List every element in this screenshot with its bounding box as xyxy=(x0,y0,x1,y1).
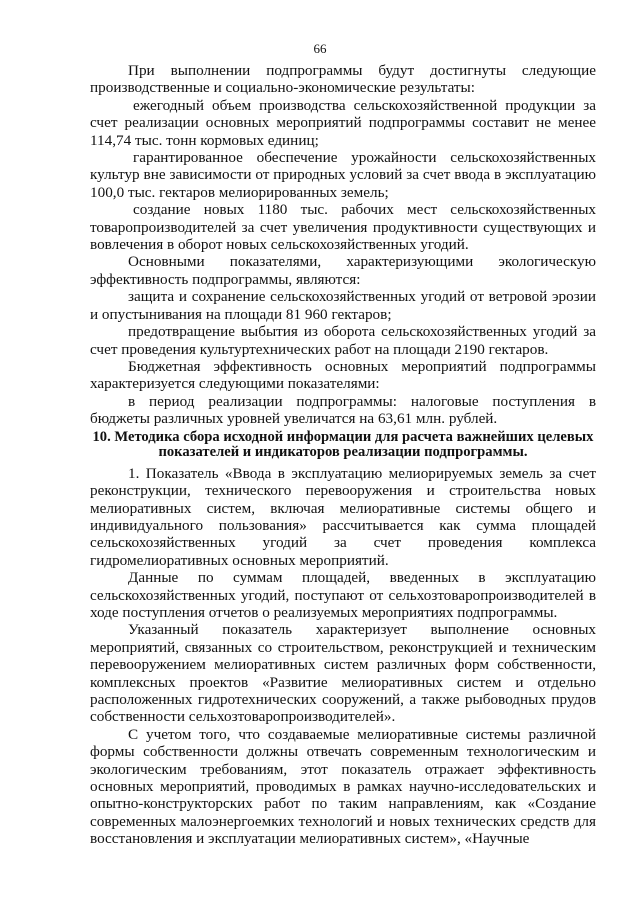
paragraph: Основными показателями, характеризующими экологическую эффективность подпрограммы, являются: xyxy=(90,253,596,288)
paragraph: 1. Показатель «Ввода в эксплуатацию мелиорируемых земель за счет реконструкции, технического перевооружения и строительства новых мелиоративных систем, включая мелиоративные системы общего и индивидуального пользования» рассчитывается как сумма площадей сельскохозяйственных угодий за счет проведения комплекса гидромелиоративных основных мероприятий. xyxy=(90,464,596,569)
paragraph: Указанный показатель характеризует выполнение основных мероприятий, связанных со строительством, реконструкцией и техническим перевооружением мелиоративных систем различных форм собственности, комплексных проектов «Развитие мелиоративных систем и отдельно расположенных гидротехнических сооружений, а также рыбоводных прудов собственности сельхозтоваропроизводителей». xyxy=(90,621,596,726)
paragraph: С учетом того, что создаваемые мелиоративные системы различной формы собственности должны отвечать современным технологическим и экологическим требованиям, этот показатель отражает эффективность основных мероприятий, проводимых в рамках научно-исследовательских и опытно-конструкторских работ по таким направлениям, как «Создание современных малоэнергоемких технологий и новых технических средств для восстановления и эксплуатации мелиоративных систем», «Научные xyxy=(90,725,596,848)
paragraph: создание новых 1180 тыс. рабочих мест сельскохозяйственных товаропроизводителей за счет увеличения продуктивности существующих и вовлечения в оборот новых сельскохозяйственных угодий. xyxy=(90,201,596,254)
page-number: 66 xyxy=(313,41,327,56)
document-body xyxy=(90,62,596,848)
section-heading: 10. Методика сбора исходной информации для расчета важнейших целевых показателей и индикаторов реализации подпрограммы. xyxy=(92,428,594,461)
paragraph: ежегодный объем производства сельскохозяйственной продукции за счет реализации основных мероприятий подпрограммы составит не менее 114,74 тыс. тонн кормовых единиц; xyxy=(90,96,596,149)
paragraph: предотвращение выбытия из оборота сельскохозяйственных угодий за счет проведения культуртехнических работ на площади 2190 гектаров. xyxy=(90,323,596,358)
paragraph: При выполнении подпрограммы будут достигнуты следующие производственные и социально-экономические результаты: xyxy=(90,62,596,97)
paragraph: Данные по суммам площадей, введенных в эксплуатацию сельскохозяйственных угодий, поступают от сельхозтоваропроизводителей в ходе поступления отчетов о реализуемых мероприятиях подпрограммы. xyxy=(90,569,596,621)
paragraph: Бюджетная эффективность основных мероприятий подпрограммы характеризуется следующими показателями: xyxy=(90,357,596,393)
paragraph: в период реализации подпрограммы: налоговые поступления в бюджеты различных уровней увеличатся на 63,61 млн. рублей. xyxy=(90,392,596,428)
paragraph: защита и сохранение сельскохозяйственных угодий от ветровой эрозии и опустынивания на площади 81 960 гектаров; xyxy=(90,288,596,323)
paragraph: гарантированное обеспечение урожайности сельскохозяйственных культур вне зависимости от природных условий за счет ввода в эксплуатацию 100,0 тыс. гектаров мелиорированных земель; xyxy=(90,149,596,201)
